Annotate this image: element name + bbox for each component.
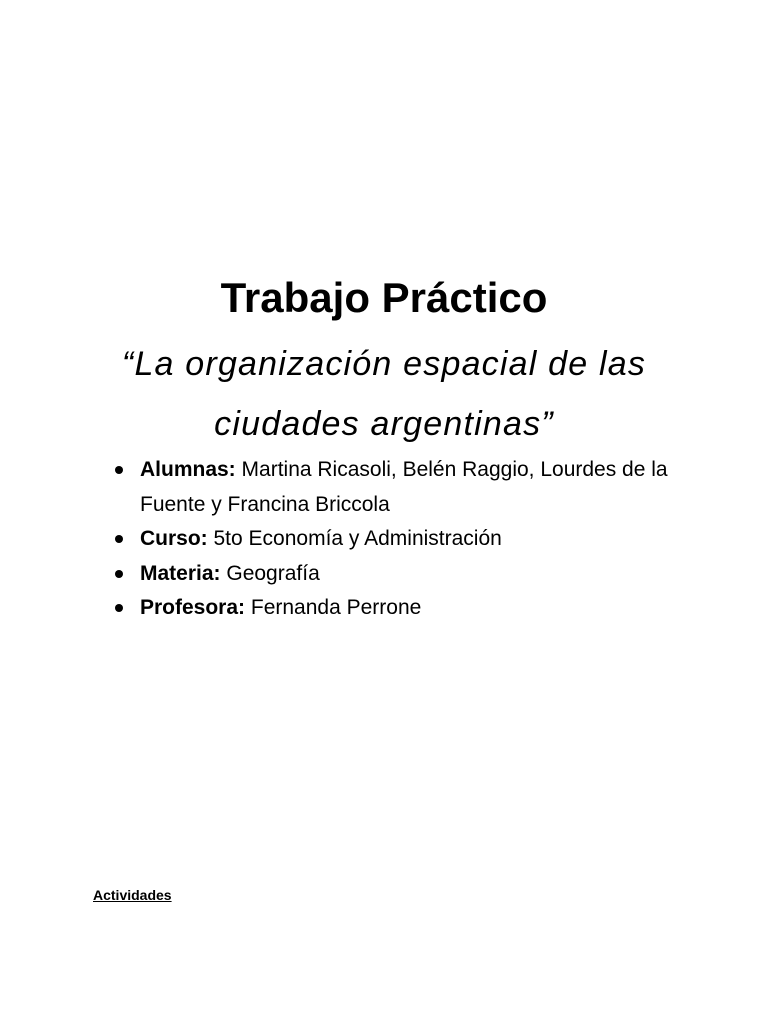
info-item-materia <box>112 557 692 592</box>
bullet-icon <box>115 535 123 543</box>
info-value: 5to Economía y Administración <box>207 527 502 550</box>
bullet-icon <box>115 604 123 612</box>
info-item-alumnas <box>112 453 692 522</box>
info-value: Martina Ricasoli, Belén Raggio, Lourdes de la Fuente y Francina Briccola <box>140 458 668 516</box>
subtitle-line-2: ciudades argentinas” <box>214 405 554 443</box>
bullet-icon <box>115 570 123 578</box>
info-label: Curso: <box>140 527 208 550</box>
info-value: Fernanda Perrone <box>245 596 422 619</box>
info-label: Alumnas: <box>140 458 236 481</box>
info-value: Geografía <box>220 561 320 585</box>
info-list <box>112 453 692 626</box>
info-label: Materia: <box>140 561 221 585</box>
document-title: Trabajo Práctico <box>220 274 548 321</box>
info-item-profesora <box>112 591 692 626</box>
subtitle-line-1: “La organización espacial de las <box>121 345 647 383</box>
info-label: Profesora: <box>140 596 246 619</box>
document-subtitle <box>60 334 708 454</box>
bullet-icon <box>115 466 123 474</box>
section-heading-actividades: Actividades <box>93 887 172 903</box>
info-item-curso <box>112 522 692 557</box>
